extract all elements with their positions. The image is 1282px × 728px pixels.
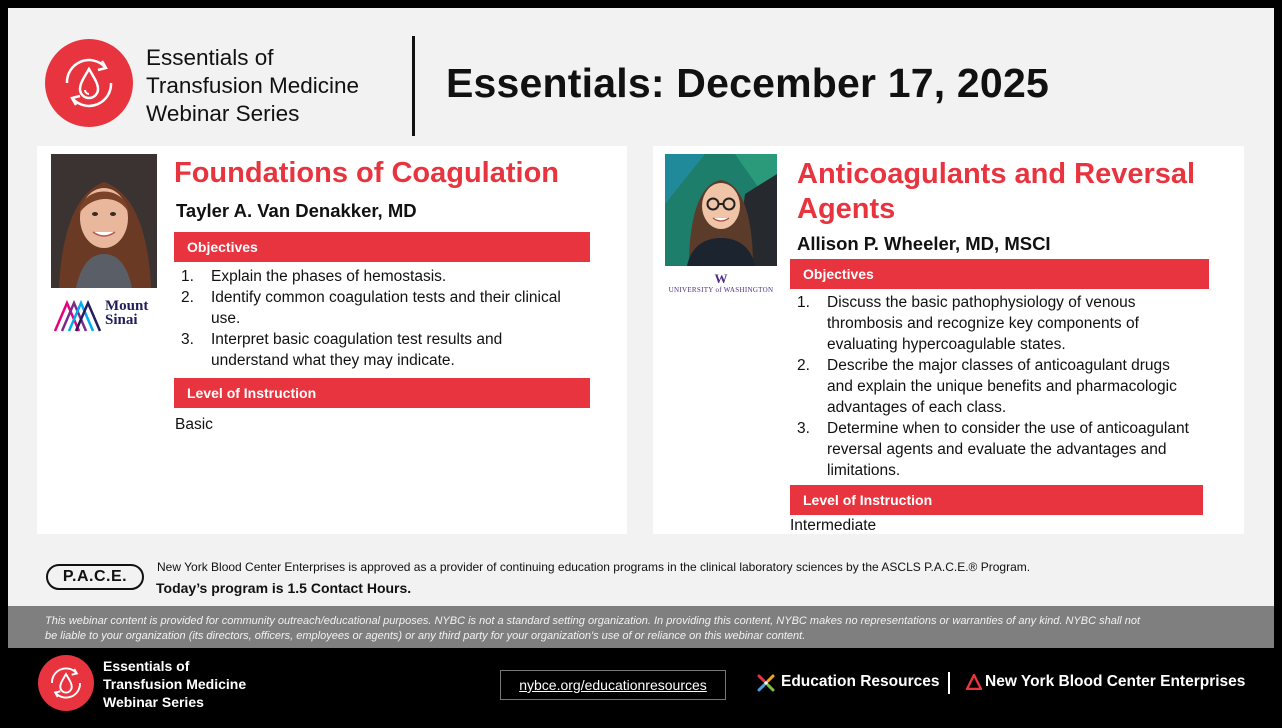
education-resources-icon: [757, 674, 775, 692]
speaker-photo: [51, 154, 157, 288]
speaker-photo: [665, 154, 777, 266]
objective-text: Interpret basic coagulation test results and understand what they may indicate.: [211, 331, 503, 369]
nybc-triangle-icon: [966, 674, 982, 690]
objective-number: 3.: [797, 420, 810, 437]
objective-item: [791, 292, 1191, 355]
session-card-coagulation: [37, 146, 627, 534]
objective-text: Determine when to consider the use of anticoagulant reversal agents and evaluate the advantages and limitations.: [827, 420, 1189, 479]
uw-wordmark: UNIVERSITY of WASHINGTON: [668, 286, 774, 294]
objective-text: Explain the phases of hemostasis.: [211, 268, 447, 285]
speaker-name: Allison P. Wheeler, MD, MSCI: [797, 233, 1051, 254]
disclaimer-text: This webinar content is provided for community outreach/educational purposes. NYBC is not a standard setting organization. In providing this content, NYBC makes no representations or warranties of any kind. NYBC shall not be liable to your organization (its directors, officers, employees or agents) or any third party for your organization's use of or reliance on this webinar content.: [45, 615, 1141, 642]
objective-number: 2.: [797, 357, 810, 374]
footer-series-title: [103, 657, 246, 711]
page-title: Essentials: December 17, 2025: [446, 60, 1049, 106]
objective-number: 1.: [181, 268, 194, 285]
nybc-label: New York Blood Center Enterprises: [985, 673, 1246, 690]
objective-number: 1.: [797, 294, 810, 311]
objective-text: Identify common coagulation tests and their clinical use.: [211, 289, 561, 327]
pace-logo: P.A.C.E.: [46, 564, 144, 590]
series-title-line: Transfusion Medicine: [146, 73, 360, 98]
blood-drop-cycle-icon: [45, 39, 133, 127]
series-title-line: Webinar Series: [146, 101, 300, 126]
series-title-line: Essentials of: [146, 45, 274, 70]
footer-series-line: Essentials of: [103, 658, 190, 674]
objective-number: 2.: [181, 289, 194, 306]
contact-hours: Today’s program is 1.5 Contact Hours.: [156, 580, 412, 596]
series-title: [146, 44, 359, 128]
education-resources-label: Education Resources: [781, 673, 940, 690]
mount-sinai-logo: [53, 297, 163, 333]
objective-item: [175, 266, 575, 287]
speaker-name: Tayler A. Van Denakker, MD: [176, 200, 417, 221]
footer-series-line: Webinar Series: [103, 694, 204, 710]
objectives-header: Objectives: [790, 259, 1209, 289]
session-title: Foundations of Coagulation: [174, 157, 560, 189]
objective-item: [175, 329, 575, 371]
objective-text: Describe the major classes of anticoagulant drugs and explain the unique benefits and pharmacologic advantages of each class.: [827, 357, 1177, 416]
level-header: Level of Instruction: [174, 378, 590, 408]
level-value: Intermediate: [790, 517, 877, 534]
objective-item: [791, 355, 1191, 418]
objectives-list: [175, 266, 575, 371]
university-of-washington-logo: [665, 272, 777, 298]
objective-item: [791, 418, 1191, 481]
education-resources-link[interactable]: [500, 670, 726, 700]
uw-mark: W: [714, 271, 728, 286]
mount-sinai-wordmark: [105, 299, 148, 327]
footer-divider: [948, 672, 950, 694]
footer-series-line: Transfusion Medicine: [103, 676, 247, 692]
objective-text: Discuss the basic pathophysiology of venous thrombosis and recognize key components of evaluating hypercoagulable states.: [827, 294, 1139, 353]
org-line: Sinai: [105, 312, 138, 328]
level-value: Basic: [175, 416, 213, 433]
org-line: Mount: [105, 298, 149, 314]
objectives-list: [791, 292, 1191, 481]
objective-item: [175, 287, 575, 329]
blood-drop-cycle-icon: [38, 655, 94, 711]
session-title: Anticoagulants and Reversal Agents: [797, 158, 1196, 225]
level-header: Level of Instruction: [790, 485, 1203, 515]
accreditation-statement: New York Blood Center Enterprises is approved as a provider of continuing education programs in the clinical laboratory sciences by the ASCLS P.A.C.E.® Program.: [157, 560, 1031, 574]
url-text[interactable]: nybce.org/educationresources: [519, 677, 707, 693]
session-card-anticoagulants: [653, 146, 1244, 534]
objective-number: 3.: [181, 331, 194, 348]
header-divider: [412, 36, 415, 136]
webinar-slide: [8, 8, 1274, 720]
objectives-header: Objectives: [174, 232, 590, 262]
